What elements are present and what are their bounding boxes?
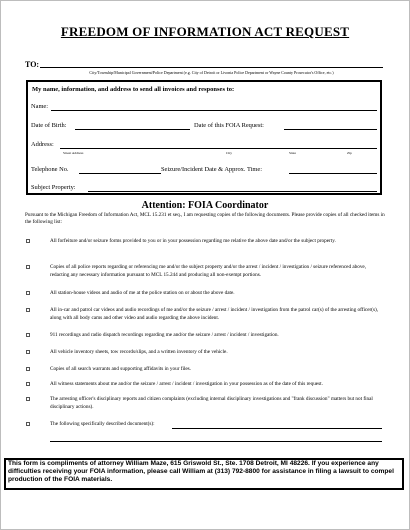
dob-label: Date of Birth: bbox=[31, 122, 67, 129]
address-field[interactable] bbox=[60, 148, 377, 149]
specific-documents-field-continued[interactable] bbox=[50, 441, 382, 442]
item-checkbox[interactable] bbox=[26, 291, 30, 295]
specific-documents-field[interactable] bbox=[172, 428, 382, 429]
subject-property-field[interactable] bbox=[88, 191, 377, 192]
item-checkbox[interactable] bbox=[26, 382, 30, 386]
info-heading: My name, information, and address to send all invoices and responses to: bbox=[32, 86, 235, 93]
request-date-label: Date of this FOIA Request: bbox=[194, 122, 264, 129]
item-checkbox[interactable] bbox=[26, 308, 30, 312]
attorney-notice: This form is compliments of attorney William Maze, 615 Griswold St., Ste. 1708 Detroit, MI 48226. If you experience any difficulties receiving your FOIA information, please call William at (313) 792-8800 for assistance in filing a lawsuit to compel production of the FOIA materials. bbox=[8, 460, 394, 483]
item-checkbox[interactable] bbox=[26, 397, 30, 401]
attention-heading: Attention: FOIA Coordinator bbox=[141, 200, 269, 211]
zip-sublabel: Zip bbox=[347, 151, 352, 155]
to-field[interactable] bbox=[40, 67, 383, 68]
telephone-label: Telephone No. bbox=[31, 166, 69, 173]
item-text: 911 recordings and radio dispatch recordings regarding me and/or the seizure / arrest / incident / investigation. bbox=[50, 332, 279, 338]
requester-info-box bbox=[26, 80, 382, 195]
item-checkbox[interactable] bbox=[26, 333, 30, 337]
dob-field[interactable] bbox=[75, 129, 190, 130]
address-label: Address: bbox=[31, 141, 54, 148]
name-field[interactable] bbox=[51, 110, 377, 111]
telephone-field[interactable] bbox=[79, 173, 161, 174]
request-date-field[interactable] bbox=[284, 129, 377, 130]
item-text: All witness statements about me and/or the seizure / arrest / incident / investigation in your possession as of the date of this request. bbox=[50, 381, 323, 387]
to-label: TO: bbox=[25, 60, 40, 69]
item-text: All vehicle inventory sheets, tow records/slips, and a written inventory of the vehicle. bbox=[50, 349, 228, 355]
form-title: FREEDOM OF INFORMATION ACT REQUEST bbox=[60, 24, 350, 39]
item-checkbox[interactable] bbox=[26, 367, 30, 371]
item-text: Copies of all search warrants and supporting affidavits in your files. bbox=[50, 366, 191, 372]
item-checkbox[interactable] bbox=[26, 265, 30, 269]
subject-property-label: Subject Property: bbox=[31, 184, 76, 191]
item-text: All in-car and patrol car videos and audio recordings of me and/or the seizure / arrest / incident / investigation from the patrol car(s) of the arresting officer(s), along with all body cams and other video and audio regarding the above incident. bbox=[50, 307, 379, 321]
item-text: Copies of all police reports regarding or referencing me and/or the subject property and/or the arrest / incident / investigation / seizure referenced above, redacting any necessary information pursuant to MCL 15.244 and producing all non-exempt portions. bbox=[50, 264, 367, 278]
incident-date-field[interactable] bbox=[289, 173, 377, 174]
item-text: All station-house videos and audio of me at the police station on or about the above date. bbox=[50, 290, 235, 296]
city-sublabel: City bbox=[226, 151, 233, 155]
item-text: All forfeiture and/or seizure forms provided to you or in your possession regarding me relative the above date and/or the subject property. bbox=[50, 238, 336, 244]
item-checkbox[interactable] bbox=[26, 350, 30, 354]
item-checkbox[interactable] bbox=[26, 422, 30, 426]
item-checkbox[interactable] bbox=[26, 239, 30, 243]
street-sublabel: Street Address bbox=[63, 151, 84, 155]
item-text: The arresting officer's disciplinary reports and citizen complaints (excluding internal disciplinary investigations and "frank discussion" matters but not final disciplinary actions). bbox=[50, 396, 373, 410]
incident-date-label: Seizure/Incident Date & Approx. Time: bbox=[161, 166, 262, 173]
name-label: Name: bbox=[31, 103, 49, 110]
state-sublabel: State bbox=[289, 151, 296, 155]
to-hint: City/Township/Municipal Government/Police Department (e.g. City of Detroit or Livonia Police Department or Wayne County Prosecutor's Office, etc.) bbox=[89, 70, 334, 75]
intro-paragraph: Pursuant to the Michigan Freedom of Information Act, MCL 15.231 et seq., I am requesting copies of the following documents. Please provide copies of all checked items in the following list: bbox=[25, 212, 385, 226]
item-text: The following specifically described document(s): bbox=[50, 421, 155, 427]
